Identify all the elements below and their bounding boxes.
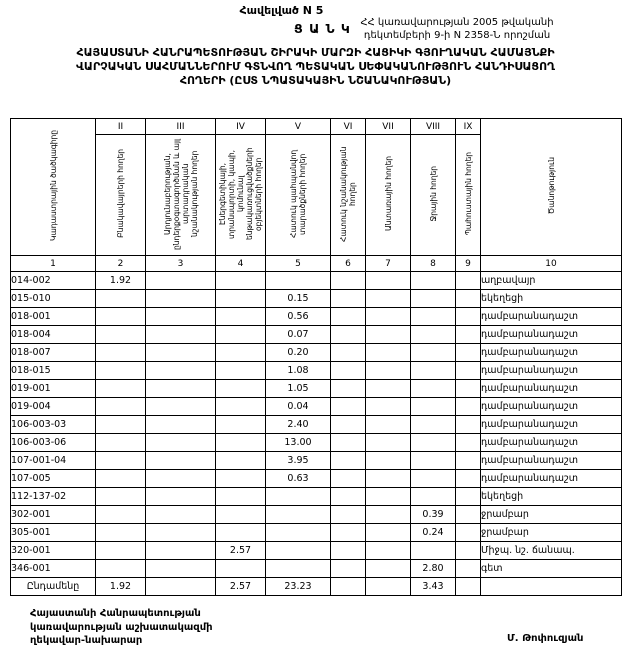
signatory-name: Մ. Թոփուզյան bbox=[507, 633, 584, 644]
decree-line-1: ՀՀ կառավարության 2005 թվականի bbox=[360, 17, 554, 28]
area-value-cell bbox=[331, 506, 366, 524]
area-value-cell bbox=[331, 344, 366, 362]
area-value-cell bbox=[96, 290, 146, 308]
area-value-cell bbox=[216, 416, 266, 434]
column-number: 5 bbox=[266, 256, 331, 272]
area-value-cell bbox=[366, 362, 411, 380]
area-value-cell: 2.40 bbox=[266, 416, 331, 434]
area-value-cell bbox=[96, 560, 146, 578]
area-value-cell bbox=[366, 560, 411, 578]
roman-numeral: VI bbox=[331, 119, 366, 135]
area-value-cell bbox=[366, 506, 411, 524]
area-value-cell bbox=[331, 488, 366, 506]
area-value-cell bbox=[96, 542, 146, 560]
area-value-cell: 1.92 bbox=[96, 578, 146, 596]
area-value-cell bbox=[96, 326, 146, 344]
area-value-cell bbox=[146, 434, 216, 452]
column-number: 6 bbox=[331, 256, 366, 272]
area-value-cell bbox=[146, 560, 216, 578]
cadastral-code-cell: 106-003-03 bbox=[11, 416, 96, 434]
cadastral-code-cell: 019-004 bbox=[11, 398, 96, 416]
area-value-cell bbox=[456, 272, 481, 290]
roman-numeral: III bbox=[146, 119, 216, 135]
area-value-cell: 2.80 bbox=[411, 560, 456, 578]
area-value-cell bbox=[366, 470, 411, 488]
note-cell: ջրամբար bbox=[481, 524, 622, 542]
area-value-cell bbox=[331, 326, 366, 344]
list-label: Ց Ա Ն Կ bbox=[294, 21, 351, 36]
area-value-cell bbox=[366, 488, 411, 506]
decree-reference bbox=[348, 17, 566, 42]
column-number: 8 bbox=[411, 256, 456, 272]
land-table bbox=[10, 118, 622, 596]
area-value-cell: 1.92 bbox=[96, 272, 146, 290]
area-value-cell bbox=[216, 488, 266, 506]
roman-numeral: V bbox=[266, 119, 331, 135]
area-value-cell bbox=[146, 488, 216, 506]
header-special-purpose-lands: Հատուկ նշանակության հողեր bbox=[331, 135, 366, 256]
table-row bbox=[11, 488, 622, 506]
header-residential-lands: Բնակավայրերի հողեր bbox=[96, 135, 146, 256]
signatory-title-line-2: կառավարության աշխատակազմի bbox=[30, 621, 213, 633]
header-note bbox=[481, 119, 622, 256]
area-value-cell bbox=[216, 434, 266, 452]
table-row bbox=[11, 470, 622, 488]
header-cadastral-code-label: Կադաստրային ծածկագիրը bbox=[48, 129, 58, 241]
area-value-cell bbox=[146, 398, 216, 416]
area-value-cell bbox=[96, 506, 146, 524]
signatory-title-block bbox=[30, 607, 213, 648]
area-value-cell bbox=[96, 380, 146, 398]
area-value-cell bbox=[331, 308, 366, 326]
note-cell: ջրամբար bbox=[481, 506, 622, 524]
roman-numeral: VII bbox=[366, 119, 411, 135]
note-cell: դամբարանադաշտ bbox=[481, 344, 622, 362]
table-row bbox=[11, 272, 622, 290]
area-value-cell bbox=[146, 362, 216, 380]
area-value-cell bbox=[411, 434, 456, 452]
table-body bbox=[11, 272, 622, 596]
area-value-cell bbox=[411, 470, 456, 488]
area-value-cell bbox=[331, 398, 366, 416]
cadastral-code-cell: 107-005 bbox=[11, 470, 96, 488]
area-value-cell bbox=[266, 488, 331, 506]
area-value-cell: 2.57 bbox=[216, 542, 266, 560]
area-value-cell bbox=[456, 560, 481, 578]
area-value-cell bbox=[331, 362, 366, 380]
note-cell: եկեղեցի bbox=[481, 488, 622, 506]
roman-numeral: II bbox=[96, 119, 146, 135]
area-value-cell bbox=[366, 452, 411, 470]
column-number: 9 bbox=[456, 256, 481, 272]
area-value-cell bbox=[216, 506, 266, 524]
area-value-cell bbox=[331, 380, 366, 398]
cadastral-code-cell: 018-001 bbox=[11, 308, 96, 326]
area-value-cell bbox=[96, 470, 146, 488]
area-value-cell bbox=[411, 362, 456, 380]
area-value-cell bbox=[96, 524, 146, 542]
table-row bbox=[11, 542, 622, 560]
area-value-cell bbox=[366, 272, 411, 290]
area-value-cell bbox=[146, 344, 216, 362]
table-row bbox=[11, 290, 622, 308]
title-line-2: ՎԱՐՉԱԿԱՆ ՍԱՀՄԱՆՆԵՐՈՒՄ ԳՏՆՎՈՂ ՊԵՏԱԿԱՆ ՍԵՓԱԿԱՆՈՒԹՅՈՒՆ ՀԱՆԴԻՍԱՑՈՂ bbox=[76, 60, 555, 73]
area-value-cell bbox=[216, 452, 266, 470]
area-value-cell bbox=[366, 398, 411, 416]
title-line-3: ՀՈՂԵՐԻ (ԸՍՏ ՆՊԱՏԱԿԱՅԻՆ ՆՇԱՆԱԿՈՒԹՅԱՆ) bbox=[179, 74, 452, 87]
cadastral-code-cell: 019-001 bbox=[11, 380, 96, 398]
header-note-label: Ծանոթություն bbox=[546, 156, 556, 215]
area-value-cell bbox=[366, 380, 411, 398]
area-value-cell bbox=[96, 398, 146, 416]
area-value-cell bbox=[456, 380, 481, 398]
note-cell bbox=[481, 578, 622, 596]
column-number: 4 bbox=[216, 256, 266, 272]
table-row bbox=[11, 506, 622, 524]
area-value-cell bbox=[146, 578, 216, 596]
roman-numeral: VIII bbox=[411, 119, 456, 135]
area-value-cell bbox=[366, 524, 411, 542]
area-value-cell bbox=[146, 542, 216, 560]
area-value-cell bbox=[331, 416, 366, 434]
cadastral-code-cell: 018-004 bbox=[11, 326, 96, 344]
totals-row bbox=[11, 578, 622, 596]
area-value-cell bbox=[96, 452, 146, 470]
column-numbers-row bbox=[11, 256, 622, 272]
area-value-cell bbox=[216, 308, 266, 326]
area-value-cell bbox=[331, 272, 366, 290]
area-value-cell bbox=[266, 560, 331, 578]
cadastral-code-cell: 015-010 bbox=[11, 290, 96, 308]
note-cell: Միջպ. նշ. ճանապ. bbox=[481, 542, 622, 560]
area-value-cell bbox=[411, 542, 456, 560]
document-title bbox=[0, 46, 631, 88]
area-value-cell bbox=[146, 380, 216, 398]
area-value-cell bbox=[216, 326, 266, 344]
table-row bbox=[11, 416, 622, 434]
header-reserve-lands: Պահուստային հողեր bbox=[456, 135, 481, 256]
note-cell: եկեղեցի bbox=[481, 290, 622, 308]
note-cell: դամբարանադաշտ bbox=[481, 308, 622, 326]
header-industrial-lands: Արդյունաբերության, ընդերքօգտագործման և այլ արտադրական նշանակության հողեր bbox=[146, 135, 216, 256]
table-row bbox=[11, 398, 622, 416]
area-value-cell bbox=[456, 524, 481, 542]
column-number: 3 bbox=[146, 256, 216, 272]
table-row bbox=[11, 560, 622, 578]
note-cell: դամբարանադաշտ bbox=[481, 380, 622, 398]
area-value-cell: 0.04 bbox=[266, 398, 331, 416]
area-value-cell bbox=[411, 416, 456, 434]
area-value-cell bbox=[146, 326, 216, 344]
cadastral-code-cell: 302-001 bbox=[11, 506, 96, 524]
area-value-cell bbox=[366, 344, 411, 362]
header-cadastral-code bbox=[11, 119, 96, 256]
area-value-cell bbox=[331, 560, 366, 578]
note-cell: դամբարանադաշտ bbox=[481, 326, 622, 344]
header-forest-lands: Անտառային հողեր bbox=[366, 135, 411, 256]
table-row bbox=[11, 452, 622, 470]
header-water-lands: Ջրային հողեր bbox=[411, 135, 456, 256]
area-value-cell: 3.43 bbox=[411, 578, 456, 596]
area-value-cell bbox=[146, 290, 216, 308]
decree-line-2: դեկտեմբերի 9-ի N 2358-Ն որոշման bbox=[363, 29, 551, 41]
area-value-cell bbox=[456, 326, 481, 344]
area-value-cell bbox=[331, 542, 366, 560]
area-value-cell bbox=[331, 434, 366, 452]
area-value-cell: 1.05 bbox=[266, 380, 331, 398]
area-value-cell bbox=[216, 524, 266, 542]
table-row bbox=[11, 344, 622, 362]
area-value-cell bbox=[146, 452, 216, 470]
area-value-cell bbox=[456, 290, 481, 308]
area-value-cell bbox=[266, 506, 331, 524]
table-row bbox=[11, 434, 622, 452]
note-cell: դամբարանադաշտ bbox=[481, 398, 622, 416]
area-value-cell bbox=[331, 524, 366, 542]
area-value-cell bbox=[216, 290, 266, 308]
roman-numeral: IV bbox=[216, 119, 266, 135]
cadastral-code-cell: 106-003-06 bbox=[11, 434, 96, 452]
area-value-cell bbox=[456, 578, 481, 596]
cadastral-code-cell: 112-137-02 bbox=[11, 488, 96, 506]
area-value-cell bbox=[411, 308, 456, 326]
area-value-cell bbox=[411, 452, 456, 470]
area-value-cell bbox=[411, 326, 456, 344]
area-value-cell bbox=[331, 452, 366, 470]
table-row bbox=[11, 362, 622, 380]
note-cell: դամբարանադաշտ bbox=[481, 416, 622, 434]
area-value-cell bbox=[96, 362, 146, 380]
table-row bbox=[11, 524, 622, 542]
area-value-cell bbox=[146, 470, 216, 488]
area-value-cell bbox=[96, 416, 146, 434]
area-value-cell bbox=[366, 542, 411, 560]
cadastral-code-cell: 320-001 bbox=[11, 542, 96, 560]
area-value-cell bbox=[366, 290, 411, 308]
table-row bbox=[11, 308, 622, 326]
title-line-1: ՀԱՅԱՍՏԱՆԻ ՀԱՆՐԱՊԵՏՈՒԹՅԱՆ ՇԻՐԱԿԻ ՄԱՐԶԻ ՀԱՑԻԿԻ ԳՅՈՒՂԱԿԱՆ ՀԱՄԱՅՆՔԻ bbox=[76, 46, 555, 59]
area-value-cell bbox=[96, 488, 146, 506]
note-cell: աղբավայր bbox=[481, 272, 622, 290]
area-value-cell bbox=[456, 542, 481, 560]
area-value-cell bbox=[456, 452, 481, 470]
area-value-cell bbox=[216, 398, 266, 416]
area-value-cell bbox=[146, 272, 216, 290]
area-value-cell: 0.15 bbox=[266, 290, 331, 308]
cadastral-code-cell: 107-001-04 bbox=[11, 452, 96, 470]
area-value-cell bbox=[366, 578, 411, 596]
area-value-cell bbox=[146, 416, 216, 434]
column-number: 1 bbox=[11, 256, 96, 272]
signatory-title-line-3: ղեկավար-նախարար bbox=[30, 635, 143, 646]
cadastral-code-cell: 305-001 bbox=[11, 524, 96, 542]
note-cell: դամբարանադաշտ bbox=[481, 452, 622, 470]
area-value-cell bbox=[331, 578, 366, 596]
area-value-cell bbox=[411, 290, 456, 308]
area-value-cell: 13.00 bbox=[266, 434, 331, 452]
cadastral-code-cell: 018-007 bbox=[11, 344, 96, 362]
cadastral-code-cell: 018-015 bbox=[11, 362, 96, 380]
area-value-cell bbox=[266, 542, 331, 560]
area-value-cell bbox=[411, 380, 456, 398]
table-row bbox=[11, 326, 622, 344]
area-value-cell: 2.57 bbox=[216, 578, 266, 596]
area-value-cell bbox=[366, 434, 411, 452]
area-value-cell bbox=[216, 470, 266, 488]
area-value-cell bbox=[456, 398, 481, 416]
area-value-cell: 0.63 bbox=[266, 470, 331, 488]
column-number: 10 bbox=[481, 256, 622, 272]
area-value-cell: 0.20 bbox=[266, 344, 331, 362]
area-value-cell: 0.24 bbox=[411, 524, 456, 542]
area-value-cell bbox=[266, 524, 331, 542]
note-cell: գետ bbox=[481, 560, 622, 578]
area-value-cell bbox=[216, 380, 266, 398]
area-value-cell bbox=[411, 488, 456, 506]
area-value-cell bbox=[366, 326, 411, 344]
area-value-cell bbox=[456, 308, 481, 326]
area-value-cell bbox=[331, 290, 366, 308]
roman-numeral: IX bbox=[456, 119, 481, 135]
area-value-cell bbox=[456, 470, 481, 488]
table-row bbox=[11, 380, 622, 398]
area-value-cell bbox=[216, 344, 266, 362]
area-value-cell bbox=[146, 524, 216, 542]
area-value-cell bbox=[411, 272, 456, 290]
cadastral-code-cell: 014-002 bbox=[11, 272, 96, 290]
area-value-cell bbox=[456, 344, 481, 362]
area-value-cell bbox=[266, 272, 331, 290]
column-number: 2 bbox=[96, 256, 146, 272]
roman-numerals-row bbox=[11, 119, 622, 135]
area-value-cell bbox=[366, 308, 411, 326]
area-value-cell bbox=[96, 344, 146, 362]
area-value-cell bbox=[331, 470, 366, 488]
totals-label-cell: Ընդամենը bbox=[11, 578, 96, 596]
area-value-cell bbox=[216, 560, 266, 578]
area-value-cell bbox=[456, 506, 481, 524]
area-value-cell bbox=[146, 308, 216, 326]
area-value-cell bbox=[456, 416, 481, 434]
area-value-cell bbox=[411, 398, 456, 416]
header-energy-transport-lands: Էներգետիկայի, տրանսպորտի, կապի, կոմունալ ենթակառուցվածքների օբյեկտների հողեր bbox=[216, 135, 266, 256]
note-cell: դամբարանադաշտ bbox=[481, 434, 622, 452]
column-number: 7 bbox=[366, 256, 411, 272]
area-value-cell: 23.23 bbox=[266, 578, 331, 596]
area-value-cell bbox=[456, 434, 481, 452]
cadastral-code-cell: 346-001 bbox=[11, 560, 96, 578]
signatory-title-line-1: Հայաստանի Հանրապետության bbox=[30, 608, 201, 619]
area-value-cell bbox=[456, 488, 481, 506]
area-value-cell: 1.08 bbox=[266, 362, 331, 380]
area-value-cell bbox=[96, 308, 146, 326]
area-value-cell bbox=[146, 506, 216, 524]
header-protected-lands: Հատուկ պահպանվող տարածքների հողեր bbox=[266, 135, 331, 256]
area-value-cell bbox=[216, 272, 266, 290]
appendix-label: Հավելված N 5 bbox=[239, 4, 324, 17]
area-value-cell bbox=[366, 416, 411, 434]
area-value-cell: 0.56 bbox=[266, 308, 331, 326]
note-cell: դամբարանադաշտ bbox=[481, 362, 622, 380]
area-value-cell bbox=[96, 434, 146, 452]
note-cell: դամբարանադաշտ bbox=[481, 470, 622, 488]
area-value-cell: 3.95 bbox=[266, 452, 331, 470]
area-value-cell: 0.39 bbox=[411, 506, 456, 524]
area-value-cell bbox=[456, 362, 481, 380]
area-value-cell: 0.07 bbox=[266, 326, 331, 344]
area-value-cell bbox=[411, 344, 456, 362]
area-value-cell bbox=[216, 362, 266, 380]
